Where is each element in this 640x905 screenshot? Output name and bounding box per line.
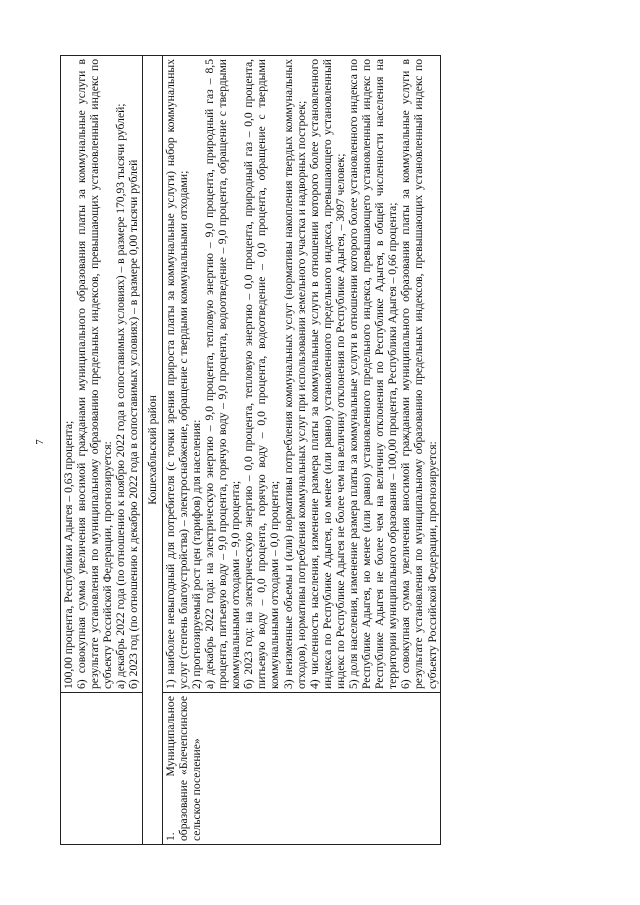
text-line: б) 2023 год: на электрическую энергию – 0,0 процента, тепловую энергию – 0,0 процента, природный газ – 0,0 процента, питьевую воду – 0,0 процента, горячую воду – 0,0 процента, водоотведение – 0,0 процента, обращение с твердыми коммунальными отходами – 0,0 процента; [242, 59, 282, 689]
text-line: 100,00 процента, Республики Адыгея – 0,63 процента; [62, 420, 75, 689]
municipality-name: 1. Муниципальное образование «Блечепсинское сельское поселение» [163, 696, 203, 841]
empty-cell [61, 693, 143, 845]
text-line: а) декабрь 2022 года: на электрическую энергию – 9,0 процента, тепловую энергию – 9,0 процента, природный газ – 8,5 процента, питьевую воду – 9,0 процента, горячую воду – 9,0 процента, водоотведение – 9,0 процента, обращение с твердыми коммунальными отходами – 9,0 процента; [202, 59, 243, 689]
text-line: б) 2023 год (по отношению к декабрю 2022 года в сопоставимых условиях) – в размере 0,00 тысячи рублей [127, 159, 141, 689]
text-line: 3) неизменные объемы и (или) нормативы потребления коммунальных услуг (нормативы накопления твердых коммунальных отходов), нормативы потребления коммунальных услуг при использовании земельного участка и надворных построек; [281, 59, 308, 689]
tariff-table [60, 55, 441, 845]
text-line: 4) численность населения, изменение размера платы за коммунальные услуги в отношении которого более установленного индекса по Республике Адыгея, но менее (или равно) установленного предельного индекса, превышающего установленный индекс по Республике Адыгея не более чем на величину отклонения по Республике Адыгея, – 3097 человек; [307, 59, 347, 689]
details-cell [61, 56, 143, 693]
details-cell [162, 56, 440, 693]
text-line: 5) доля населения, изменение размера платы за коммунальные услуги в отношении которого более установленного индекса по Республике Адыгея, но менее (или равно) установленного предельного индекса, превышающего установленный индекс по Республике Адыгея не более чем на величину отклонения по Республике Адыгея, в общей численности населения на территории муниципального образования – 100,00 процента, Республики Адыгея – 0,66 процента; [346, 59, 400, 689]
page-number: 7 [34, 439, 46, 445]
table-row [162, 56, 440, 845]
table-row [142, 56, 162, 845]
text-line: а) декабрь 2022 года (по отношению к ноябрю 2022 года в сопоставимых условиях) – в размере 170,93 тысячи рублей; [114, 103, 128, 689]
rotated-page-content [60, 55, 590, 845]
text-line: 6) совокупная сумма увеличения вносимой гражданами муниципального образования платы за коммунальные услуги в результате установления по муниципальному образованию предельных индексов, превышающих установленный индекс по субъекту Российской Федерации, прогнозируется: [75, 59, 115, 689]
table-row [61, 56, 143, 845]
text-line: 1) наиболее невыгодный для потребителя (с точки зрения прироста платы за коммунальные услуги) набор коммунальных услуг (степень благоустройства) – электроснабжение, обращение с твердыми коммунальными отходами; [163, 59, 190, 689]
text-line: 6) совокупная сумма увеличения вносимой гражданами муниципального образования платы за коммунальные услуги в результате установления по муниципальному образованию предельных индексов, превышающих установленный индекс по субъекту Российской Федерации, прогнозируется: [399, 59, 439, 689]
text-line: 2) прогнозируемый рост цен (тарифов) для населения: [189, 419, 203, 689]
district-title: Кошехабльский район [142, 56, 162, 845]
municipality-cell [162, 693, 440, 845]
